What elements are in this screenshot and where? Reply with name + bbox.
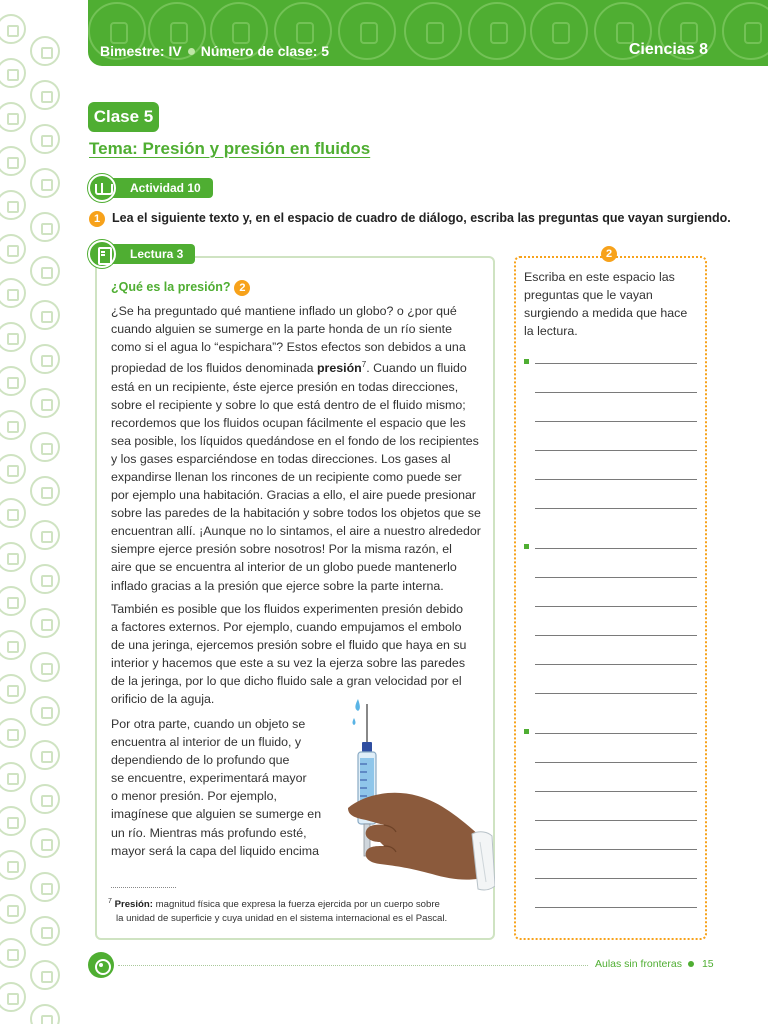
text-line: Escriba en este espacio las xyxy=(524,270,675,284)
decorative-science-icon xyxy=(0,498,26,528)
text-line: de una jeringa, ejercemos presión sobre el fluido que haya en su xyxy=(111,638,467,653)
decorative-science-icon xyxy=(0,542,26,572)
text-line: aire que se encuentra al interior de un globo puede mantenerlo xyxy=(111,560,457,575)
decorative-science-icon xyxy=(30,212,60,242)
decorative-science-icon xyxy=(0,982,26,1012)
answer-line[interactable] xyxy=(535,820,697,821)
decorative-science-icon xyxy=(30,1004,60,1024)
decorative-science-icon xyxy=(30,344,60,374)
decorative-science-icon xyxy=(30,960,60,990)
bold-term-presion: presión xyxy=(316,361,362,376)
answer-line[interactable] xyxy=(535,508,697,509)
decorative-header-icon xyxy=(722,2,768,60)
decorative-science-icon xyxy=(30,80,60,110)
footnote-separator xyxy=(111,887,176,888)
text-line: cuando alguien se sumerge en la parte honda de un río siente xyxy=(111,322,452,337)
text-line: está en un recipiente, éste ejerce presión en todas direcciones, xyxy=(111,379,459,394)
reader-icon xyxy=(88,240,116,268)
decorative-science-icon xyxy=(30,828,60,858)
text-line: o menor presión. Por ejemplo, xyxy=(111,789,277,804)
decorative-science-icon xyxy=(30,256,60,286)
answer-line[interactable] xyxy=(535,363,697,364)
atom-icon xyxy=(88,952,114,978)
text-line: se encuentre, experimentará mayor xyxy=(111,771,307,786)
text-line: encuentra al interior de un fluido, y xyxy=(111,735,302,750)
decorative-science-icon xyxy=(30,652,60,682)
decorative-header-icon xyxy=(338,2,396,60)
decorative-science-icon xyxy=(0,938,26,968)
text-line: a factores externos. Por ejemplo, cuando empujamos el embolo xyxy=(111,620,462,635)
bimestre-label: Bimestre: IV xyxy=(100,43,182,59)
text-fragment: propiedad de los fluidos denominada xyxy=(111,361,317,376)
text-line: interior y hacemos que este a su vez la ejerza sobre las paredes xyxy=(111,656,466,671)
decorative-science-icon xyxy=(0,322,26,352)
text-line: inflado gracias a la presión que ejerce sobre la parte interna. xyxy=(111,578,444,593)
text-line: un río. Mientras más profundo esté, xyxy=(111,825,307,840)
subject-label: Ciencias 8 xyxy=(628,41,708,58)
bullet-icon xyxy=(524,729,529,734)
answer-line[interactable] xyxy=(535,907,697,908)
reading-heading xyxy=(111,280,250,296)
decorative-science-icon xyxy=(30,784,60,814)
footnote-number: 7 xyxy=(108,898,112,905)
decorative-science-icon xyxy=(0,454,26,484)
answer-line[interactable] xyxy=(535,635,697,636)
text-line: siempre ejerce presión sobre nosotros! Por la misma razón, el xyxy=(111,542,452,557)
answer-line[interactable] xyxy=(535,791,697,792)
decorative-science-icon xyxy=(0,630,26,660)
answer-line[interactable] xyxy=(535,849,697,850)
answer-line[interactable] xyxy=(535,479,697,480)
answer-line[interactable] xyxy=(535,878,697,879)
paragraph-3 xyxy=(111,715,346,860)
text-line: Por otra parte, cuando un objeto se xyxy=(111,717,306,731)
text-line: orificio de la aguja. xyxy=(111,692,215,707)
page-header xyxy=(88,0,768,66)
footer-dot-icon xyxy=(688,961,694,967)
decorative-science-icon xyxy=(0,366,26,396)
decorative-science-icon xyxy=(30,608,60,638)
text-line: sobre las paredes de la habitación y sobre todos los objetos que se xyxy=(111,506,481,521)
text-line: surgiendo a medida que hace xyxy=(524,306,688,321)
topic-title: Tema: Presión y presión en fluidos xyxy=(89,139,371,158)
answer-line[interactable] xyxy=(535,421,697,422)
decorative-science-icon xyxy=(0,278,26,308)
footnote-term: Presión: xyxy=(114,899,153,911)
decorative-science-icon xyxy=(30,36,60,66)
decorative-header-icon xyxy=(404,2,462,60)
text-line: ¿Se ha preguntado qué mantiene inflado un globo? o ¿por qué xyxy=(111,304,457,318)
footer xyxy=(595,958,714,970)
reading-heading-number: 2 xyxy=(234,280,250,296)
text-line: expandirse llenan los rincones de un recipiente como puede ser xyxy=(111,469,462,484)
answer-line[interactable] xyxy=(535,693,697,694)
separator-dot-icon xyxy=(188,48,195,55)
decorative-science-icon xyxy=(30,872,60,902)
footnote-ref: 7 xyxy=(361,360,367,370)
decorative-science-icon xyxy=(0,102,26,132)
text-line: dependiendo de lo profundo que xyxy=(111,753,290,768)
decorative-science-icon xyxy=(0,146,26,176)
header-class-info xyxy=(100,43,329,59)
decorative-science-icon xyxy=(0,762,26,792)
text-line: mayor será la capa del liquido encima xyxy=(111,843,319,858)
decorative-science-icon xyxy=(0,190,26,220)
text-fragment: . Cuando un fluido xyxy=(366,361,467,376)
text-line: También es posible que los fluidos experimenten presión debido xyxy=(111,602,463,616)
decorative-science-icon xyxy=(0,234,26,264)
text-line: por ejemplo una habitación. Gracias a ello, el aire puede presionar xyxy=(111,488,477,503)
decorative-science-icon xyxy=(30,432,60,462)
reading-label: Lectura 3 xyxy=(130,247,184,261)
page-number: 15 xyxy=(701,958,714,970)
text-line: como si el agua lo “espichara”? Estos efectos son debidos a una xyxy=(111,340,466,355)
class-badge: Clase 5 xyxy=(88,102,159,132)
decorative-science-icon xyxy=(30,168,60,198)
decorative-science-icon xyxy=(0,674,26,704)
text-line: recordemos que los fluidos ocupan fácilmente el espacio que les xyxy=(111,415,466,430)
decorative-science-icon xyxy=(30,564,60,594)
decorative-science-icon xyxy=(30,300,60,330)
decorative-science-icon xyxy=(0,806,26,836)
book-icon xyxy=(88,174,116,202)
instruction-text: Lea el siguiente texto y, en el espacio de cuadro de diálogo, escriba las preguntas que vayan surgiendo. xyxy=(112,211,731,225)
text-line: preguntas que le vayan xyxy=(524,288,653,303)
answer-line[interactable] xyxy=(535,664,697,665)
text-line: encuentran allí. ¡Aunque no lo sintamos, el aire a nuestro alrededor xyxy=(111,524,481,539)
activity-tag xyxy=(100,178,213,198)
text-line: la lectura. xyxy=(524,324,578,339)
decorative-science-icon xyxy=(0,14,26,44)
answer-line[interactable] xyxy=(535,762,697,763)
bullet-icon xyxy=(524,544,529,549)
footer-text: Aulas sin fronteras xyxy=(595,958,682,970)
decorative-header-icon xyxy=(530,2,588,60)
answer-line[interactable] xyxy=(535,450,697,451)
decorative-science-icon xyxy=(0,58,26,88)
text-line: de la jeringa, por lo que dicho fluido sale a gran velocidad por el xyxy=(111,674,462,689)
questions-box-instructions xyxy=(524,268,699,340)
decorative-science-icon xyxy=(0,718,26,748)
decorative-science-icon xyxy=(30,124,60,154)
decorative-icon-strip xyxy=(0,0,62,1024)
text-line: sobre el recipiente y sobre lo que está dentro de el fluido mismo; xyxy=(111,397,466,412)
answer-line[interactable] xyxy=(535,548,697,549)
text-line: imagínese que alguien se sumerge en xyxy=(111,807,322,822)
decorative-science-icon xyxy=(30,520,60,550)
class-number-label: Número de clase: 5 xyxy=(200,43,330,59)
questions-box-number: 2 xyxy=(601,246,617,262)
decorative-science-icon xyxy=(30,388,60,418)
decorative-header-icon xyxy=(468,2,526,60)
paragraph-1 xyxy=(111,302,486,595)
decorative-science-icon xyxy=(0,410,26,440)
text-line: sea posible, los líquidos quedándose en el fondo de los recipientes xyxy=(111,433,479,448)
decorative-science-icon xyxy=(0,850,26,880)
footnote-definition: magnitud física que expresa la fuerza ejercida por un cuerpo sobre xyxy=(152,899,440,911)
answer-line[interactable] xyxy=(535,733,697,734)
decorative-science-icon xyxy=(0,894,26,924)
answer-line[interactable] xyxy=(535,392,697,393)
footnote-line: la unidad de superficie y cuya unidad en el sistema internacional es el Pascal. xyxy=(116,912,448,924)
instruction-number: 1 xyxy=(89,211,105,227)
instruction xyxy=(89,211,739,227)
text-line xyxy=(111,356,486,377)
decorative-science-icon xyxy=(30,476,60,506)
decorative-science-icon xyxy=(30,916,60,946)
bullet-icon xyxy=(524,359,529,364)
paragraph-2 xyxy=(111,600,486,709)
footnote-line xyxy=(108,895,480,912)
decorative-science-icon xyxy=(30,740,60,770)
footer-dotted-line xyxy=(118,965,588,966)
footnote xyxy=(108,895,480,925)
decorative-science-icon xyxy=(30,696,60,726)
reading-heading-text: ¿Qué es la presión? xyxy=(111,280,231,294)
answer-line[interactable] xyxy=(535,606,697,607)
activity-label: Actividad 10 xyxy=(130,181,201,195)
text-line: y los gases esparciéndose en todas direcciones. Los gases al xyxy=(111,451,451,466)
questions-box xyxy=(514,256,707,940)
syringe-hand-illustration xyxy=(340,696,495,906)
decorative-science-icon xyxy=(0,586,26,616)
answer-line[interactable] xyxy=(535,577,697,578)
